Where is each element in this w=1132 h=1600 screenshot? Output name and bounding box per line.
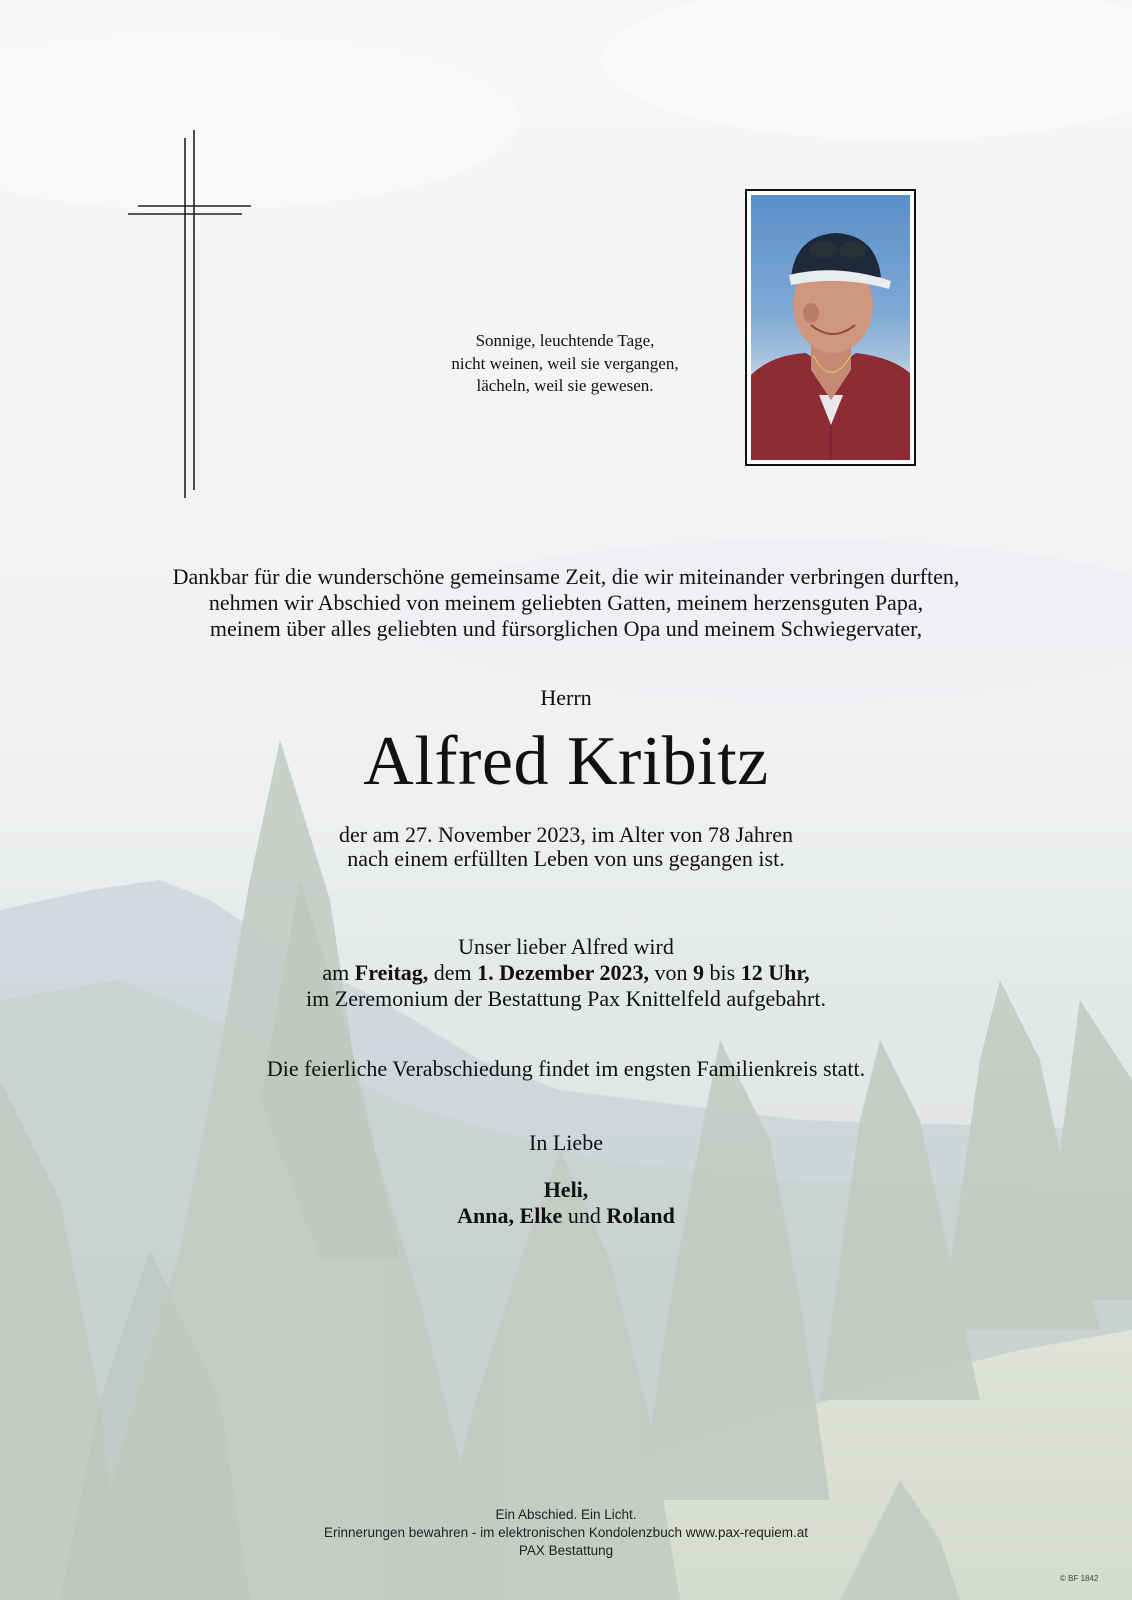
family-name: Heli, [543, 1177, 589, 1202]
viewing-start-time: 9 [693, 960, 705, 985]
intro-line: nehmen wir Abschied von meinem geliebten Gatten, meinem herzensguten Papa, [208, 590, 924, 615]
footer-condolence-link: Erinnerungen bewahren - im elektronischen Kondolenzbuch www.pax-requiem.at [323, 1525, 809, 1540]
family-name: Roland [606, 1203, 675, 1228]
viewing-text: am [322, 960, 355, 985]
cross-icon [128, 130, 258, 502]
salutation: Herrn [540, 685, 592, 710]
viewing-end-time: 12 Uhr, [740, 960, 810, 985]
image-credit: © BF 1842 [1060, 1574, 1099, 1583]
intro-paragraph [0, 564, 1132, 642]
viewing-line: im Zeremonium der Bestattung Pax Knittelfeld aufgebahrt. [306, 986, 826, 1011]
portrait-photo [751, 195, 910, 460]
viewing-text: von [649, 960, 694, 985]
ceremony-notice: Die feierliche Verabschiedung findet im engsten Familienkreis statt. [266, 1056, 866, 1081]
family-signatures [0, 1177, 1132, 1229]
deceased-name: Alfred Kribitz [363, 723, 769, 800]
memorial-verse [390, 330, 740, 398]
viewing-day: Freitag, [354, 960, 429, 985]
viewing-text: dem [428, 960, 478, 985]
viewing-date-line [0, 960, 1132, 986]
viewing-date: 1. Dezember 2023, [477, 960, 650, 985]
verse-line: nicht weinen, weil sie vergangen, [451, 353, 679, 373]
footer-slogan: Ein Abschied. Ein Licht. [495, 1507, 637, 1522]
footer-company: PAX Bestattung [518, 1543, 614, 1558]
verse-line: lächeln, weil sie gewesen. [476, 376, 654, 395]
intro-line: meinem über alles geliebten und fürsorglichen Opa und meinem Schwiegervater, [209, 616, 923, 641]
viewing-line: Unser lieber Alfred wird [458, 934, 674, 959]
family-conjunction: und [562, 1203, 607, 1228]
footer [0, 1506, 1132, 1560]
death-notice-line: nach einem erfüllten Leben von uns gegangen ist. [347, 846, 785, 871]
portrait-image [751, 195, 910, 460]
family-names: Anna, Elke [457, 1203, 563, 1228]
closing-phrase: In Liebe [529, 1130, 603, 1155]
viewing-notice [0, 934, 1132, 1012]
death-notice-line: der am 27. November 2023, im Alter von 78 Jahren [339, 822, 793, 847]
intro-line: Dankbar für die wunderschöne gemeinsame Zeit, die wir miteinander verbringen durften, [172, 564, 960, 589]
verse-line: Sonnige, leuchtende Tage, [475, 331, 655, 350]
viewing-text: bis [704, 960, 741, 985]
portrait-photo-frame [745, 189, 916, 466]
death-notice [0, 823, 1132, 871]
